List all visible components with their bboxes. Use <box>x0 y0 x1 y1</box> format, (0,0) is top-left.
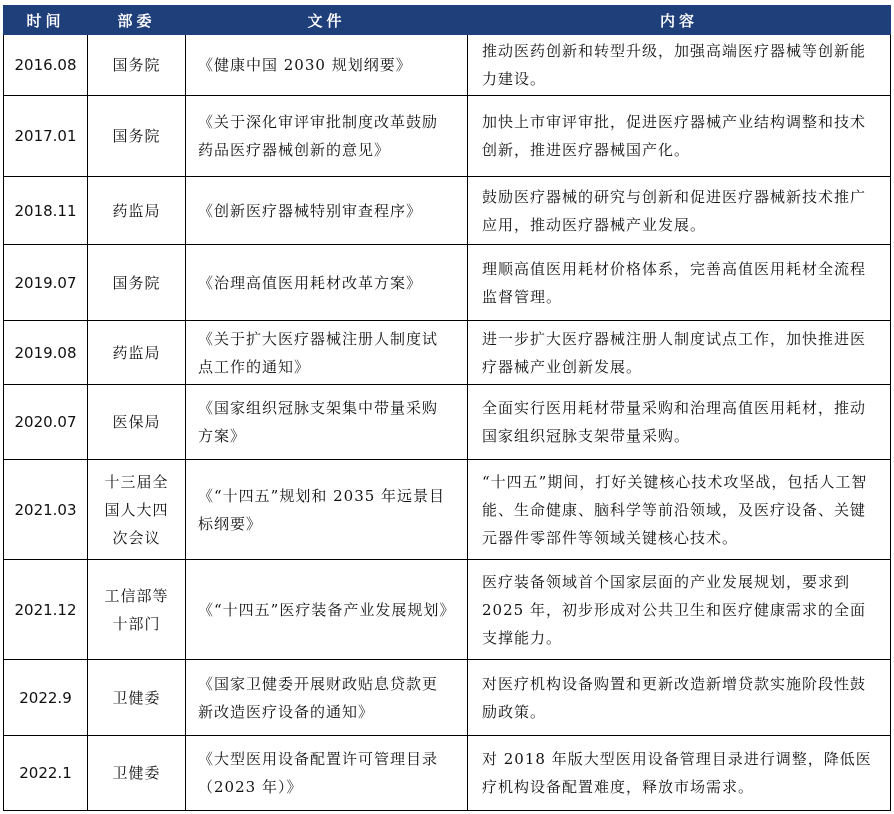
cell-dept: 国务院 <box>88 245 186 321</box>
table-row <box>4 385 891 460</box>
header-content: 内容 <box>468 6 891 35</box>
table-row <box>4 245 891 321</box>
cell-date: 2016.08 <box>4 35 88 96</box>
table-row <box>4 177 891 245</box>
table-row <box>4 460 891 560</box>
cell-date: 2019.08 <box>4 321 88 385</box>
cell-file: 《大型医用设备配置许可管理目录（2023 年）》 <box>186 736 468 811</box>
cell-date: 2021.03 <box>4 460 88 560</box>
cell-file: 《关于扩大医疗器械注册人制度试点工作的通知》 <box>186 321 468 385</box>
cell-dept: 药监局 <box>88 177 186 245</box>
table-row <box>4 660 891 736</box>
table-header-row <box>4 6 891 35</box>
header-dept: 部委 <box>88 6 186 35</box>
cell-dept: 国务院 <box>88 96 186 177</box>
cell-date: 2022.1 <box>4 736 88 811</box>
cell-dept: 药监局 <box>88 321 186 385</box>
cell-file: 《关于深化审评审批制度改革鼓励药品医疗器械创新的意见》 <box>186 96 468 177</box>
cell-content: 进一步扩大医疗器械注册人制度试点工作，加快推进医疗器械产业创新发展。 <box>468 321 891 385</box>
cell-dept: 十三届全国人大四次会议 <box>88 460 186 560</box>
cell-date: 2021.12 <box>4 560 88 660</box>
cell-content: 对医疗机构设备购置和更新改造新增贷款实施阶段性鼓励政策。 <box>468 660 891 736</box>
cell-content: 对 2018 年版大型医用设备管理目录进行调整，降低医疗机构设备配置难度，释放市场需求。 <box>468 736 891 811</box>
cell-date: 2019.07 <box>4 245 88 321</box>
cell-file: 《“十四五”医疗装备产业发展规划》 <box>186 560 468 660</box>
cell-file: 《国家组织冠脉支架集中带量采购方案》 <box>186 385 468 460</box>
cell-file: 《“十四五”规划和 2035 年远景目标纲要》 <box>186 460 468 560</box>
table-row <box>4 736 891 811</box>
cell-content: 加快上市审评审批，促进医疗器械产业结构调整和技术创新，推进医疗器械国产化。 <box>468 96 891 177</box>
cell-file: 《国家卫健委开展财政贴息贷款更新改造医疗设备的通知》 <box>186 660 468 736</box>
table-row <box>4 35 891 96</box>
header-file: 文件 <box>186 6 468 35</box>
cell-dept: 国务院 <box>88 35 186 96</box>
cell-date: 2018.11 <box>4 177 88 245</box>
cell-content: 医疗装备领域首个国家层面的产业发展规划，要求到 2025 年，初步形成对公共卫生和医疗健康需求的全面支撑能力。 <box>468 560 891 660</box>
cell-file: 《创新医疗器械特别审查程序》 <box>186 177 468 245</box>
cell-content: 理顺高值医用耗材价格体系，完善高值医用耗材全流程监督管理。 <box>468 245 891 321</box>
cell-file: 《健康中国 2030 规划纲要》 <box>186 35 468 96</box>
table-row <box>4 560 891 660</box>
cell-dept: 卫健委 <box>88 660 186 736</box>
cell-file: 《治理高值医用耗材改革方案》 <box>186 245 468 321</box>
cell-content: 全面实行医用耗材带量采购和治理高值医用耗材，推动国家组织冠脉支架带量采购。 <box>468 385 891 460</box>
cell-content: 鼓励医疗器械的研究与创新和促进医疗器械新技术推广应用，推动医疗器械产业发展。 <box>468 177 891 245</box>
cell-content: 推动医药创新和转型升级，加强高端医疗器械等创新能力建设。 <box>468 35 891 96</box>
table-row <box>4 96 891 177</box>
cell-date: 2022.9 <box>4 660 88 736</box>
cell-dept: 医保局 <box>88 385 186 460</box>
cell-dept: 卫健委 <box>88 736 186 811</box>
policy-table <box>3 5 891 811</box>
cell-date: 2017.01 <box>4 96 88 177</box>
cell-content: “十四五”期间，打好关键核心技术攻坚战，包括人工智能、生命健康、脑科学等前沿领域，及医疗设备、关键元器件零部件等领域关键核心技术。 <box>468 460 891 560</box>
table-row <box>4 321 891 385</box>
cell-dept: 工信部等十部门 <box>88 560 186 660</box>
header-date: 时间 <box>4 6 88 35</box>
cell-date: 2020.07 <box>4 385 88 460</box>
